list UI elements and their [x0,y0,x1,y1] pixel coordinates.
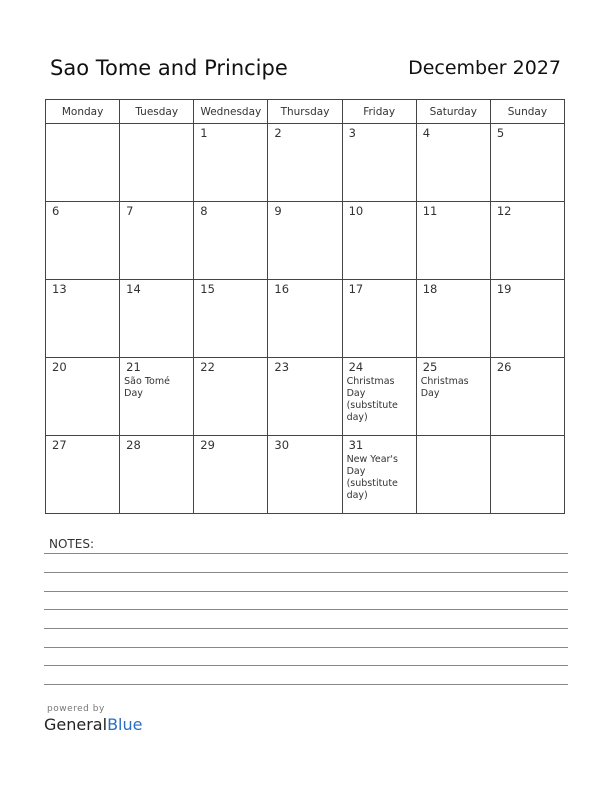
day-cell [490,358,564,436]
holiday-label [268,218,341,220]
day-cell [194,124,268,202]
day-cell [120,436,194,514]
holiday-label [120,218,193,220]
day-cell [490,280,564,358]
week-row [46,436,565,514]
day-cell [416,358,490,436]
day-cell [490,436,564,514]
note-line [44,591,568,592]
day-cell [194,202,268,280]
day-number: 23 [274,360,290,374]
day-number: 9 [274,204,282,218]
brand-footer [44,704,142,734]
holiday-label [417,439,490,441]
holiday-label: Christmas Day [420,376,469,399]
day-number: 20 [52,360,67,374]
day-cell [268,358,342,436]
day-cell [120,358,194,436]
day-number: 12 [496,204,512,218]
holiday-label [268,374,341,376]
day-number: 11 [422,204,438,218]
day-cell [490,124,564,202]
notes-label: NOTES: [49,537,94,551]
holiday-label [46,127,119,129]
week-row [46,202,565,280]
holiday-label [120,127,193,129]
holiday-label [491,218,564,220]
day-cell [120,124,194,202]
day-number: 24 [348,360,364,374]
day-number: 8 [200,204,208,218]
day-cell [268,124,342,202]
day-cell [342,124,416,202]
day-cell [120,280,194,358]
holiday-label [268,296,341,298]
day-cell [268,202,342,280]
day-cell [342,358,416,436]
day-cell [46,358,120,436]
day-number: 26 [496,360,512,374]
weekday-header-row [46,100,565,124]
note-line [44,553,568,554]
week-row [46,280,565,358]
day-cell [268,436,342,514]
day-number: 15 [200,282,215,296]
holiday-label [120,296,193,298]
day-number: 22 [200,360,215,374]
logo-part-general: General [44,715,108,734]
day-number: 1 [200,126,208,140]
holiday-label [491,374,564,376]
holiday-label [194,140,267,142]
note-line [44,572,568,573]
weekday-header: Friday [342,100,416,124]
month-title: December 2027 [408,57,561,79]
day-number: 6 [52,204,60,218]
day-number: 30 [274,438,290,452]
day-cell [46,124,120,202]
holiday-label [417,218,490,220]
day-number: 16 [274,282,290,296]
holiday-label: São Tomé Day [124,376,170,399]
day-number: 2 [274,126,282,140]
day-cell [416,202,490,280]
day-number: 19 [496,282,512,296]
holiday-label: Christmas Day (substitute day) [346,376,398,423]
weekday-header: Wednesday [194,100,268,124]
day-cell [46,436,120,514]
holiday-label [194,452,267,454]
day-number: 10 [348,204,364,218]
day-number: 7 [126,204,134,218]
day-number: 14 [126,282,141,296]
day-cell [416,436,490,514]
holiday-label [194,296,267,298]
note-line [44,628,568,629]
day-cell [416,280,490,358]
day-number: 4 [422,126,431,140]
note-line [44,684,568,685]
country-title: Sao Tome and Principe [50,56,288,80]
powered-by-text: powered by [47,704,105,714]
holiday-label [268,452,341,454]
holiday-label [417,296,490,298]
day-number: 31 [348,438,364,452]
weekday-header: Thursday [268,100,342,124]
weekday-header: Tuesday [120,100,194,124]
holiday-label: New Year's Day (substitute day) [346,454,398,501]
weekday-header: Monday [46,100,120,124]
holiday-label [491,140,564,142]
holiday-label [343,296,416,298]
day-cell [490,202,564,280]
note-line [44,665,568,666]
holiday-label [46,374,119,376]
holiday-label [194,374,267,376]
day-cell [194,358,268,436]
holiday-label [46,218,119,220]
day-cell [46,202,120,280]
week-row [46,358,565,436]
day-number: 13 [52,282,67,296]
week-row [46,124,565,202]
day-number: 3 [348,126,356,140]
day-cell [194,436,268,514]
holiday-label [46,452,119,454]
generalblue-logo [44,715,142,734]
holiday-label [343,218,416,220]
day-number: 29 [200,438,215,452]
holiday-label [491,296,564,298]
holiday-label [46,296,119,298]
calendar-grid [45,99,565,514]
note-line [44,647,568,648]
day-cell [342,280,416,358]
day-cell [46,280,120,358]
holiday-label [120,452,193,454]
day-cell [268,280,342,358]
weekday-header: Saturday [416,100,490,124]
day-cell [194,280,268,358]
holiday-label [491,439,564,441]
holiday-label [417,140,490,142]
holiday-label [194,218,267,220]
logo-part-blue: Blue [107,715,143,734]
day-number: 27 [52,438,67,452]
weekday-header: Sunday [490,100,564,124]
day-cell [342,202,416,280]
day-number: 17 [348,282,364,296]
holiday-label [343,140,416,142]
day-number: 28 [126,438,141,452]
day-cell [416,124,490,202]
day-number: 18 [422,282,438,296]
day-cell [120,202,194,280]
holiday-label [268,140,341,142]
note-line [44,609,568,610]
day-number: 25 [422,360,438,374]
day-number: 21 [126,360,141,374]
day-number: 5 [496,126,505,140]
day-cell [342,436,416,514]
